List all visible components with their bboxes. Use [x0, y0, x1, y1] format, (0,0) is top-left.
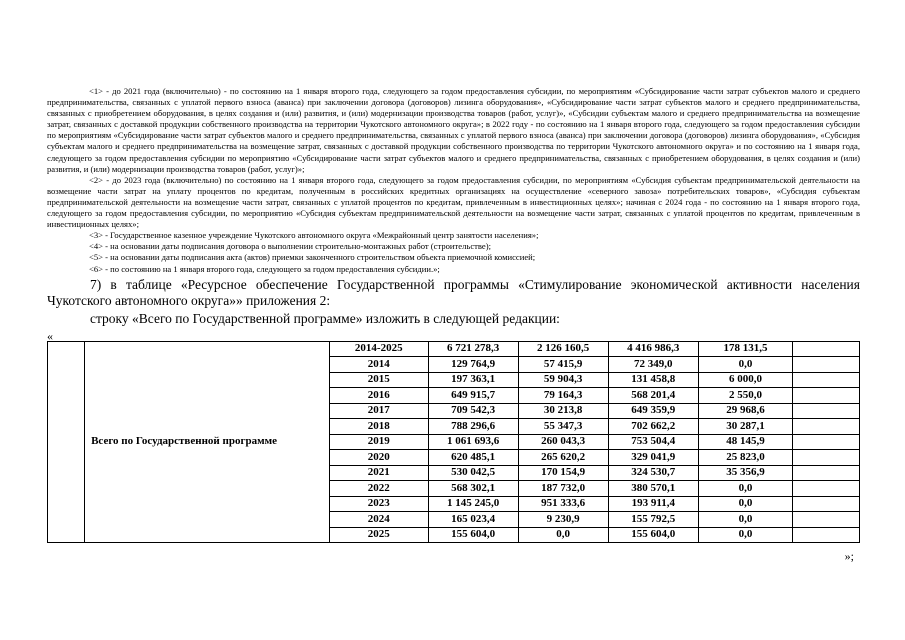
other-cell: 0,0 — [698, 357, 792, 373]
regional-cell: 193 911,4 — [608, 496, 698, 512]
total-cell: 129 764,9 — [428, 357, 518, 373]
year-cell: 2019 — [329, 434, 428, 450]
total-cell: 197 363,1 — [428, 372, 518, 388]
footnote-4: <4> - на основании даты подписания договора о выполнении строительно-монтажных работ (строительстве); — [89, 241, 491, 252]
other-cell: 35 356,9 — [698, 465, 792, 481]
empty-cell — [793, 419, 860, 435]
regional-cell: 753 504,4 — [608, 434, 698, 450]
regional-cell: 155 792,5 — [608, 512, 698, 528]
federal-cell: 951 333,6 — [518, 496, 608, 512]
regional-cell: 324 530,7 — [608, 465, 698, 481]
table-row — [48, 341, 860, 357]
resource-table — [47, 341, 860, 544]
footnote-2: <2> - до 2023 года (включительно) по состоянию на 1 января второго года, следующего за годом предоставления субсидии, по мероприятиям «Субсидия субъектам предпринимательской деятельности на возмещение части затрат на уплату процентов по кредитам, полученным в российских кредитных организациях на осуществление «северного завоза» потребительских товаров», «Субсидия субъектам предпринимательской деятельности на возмещение части затрат, связанных с уплатой процентов по кредитам, привлеченным в инвестиционных целях»; начиная с 2024 года - по состоянию на 1 января второго года, следующего за годом предоставления субсидии, по мероприятию «Субсидия субъектам предпринимательской деятельности на возмещение части затрат, связанных с уплатой процентов по кредитам, привлеченным в инвестиционных целях»; — [47, 174, 860, 230]
federal-cell: 170 154,9 — [518, 465, 608, 481]
federal-cell: 59 904,3 — [518, 372, 608, 388]
regional-cell: 4 416 986,3 — [608, 341, 698, 357]
footnotes-block — [47, 86, 860, 275]
regional-cell: 568 201,4 — [608, 388, 698, 404]
empty-cell — [793, 450, 860, 466]
regional-cell: 155 604,0 — [608, 527, 698, 543]
footnote-5: <5> - на основании даты подписания акта (актов) приемки законченного строительством объекта приемочной комиссией; — [89, 252, 536, 263]
empty-cell — [793, 341, 860, 357]
regional-cell: 380 570,1 — [608, 481, 698, 497]
total-cell: 620 485,1 — [428, 450, 518, 466]
regional-cell: 649 359,9 — [608, 403, 698, 419]
footnote-1: <1> - до 2021 года (включительно) - по состоянию на 1 января второго года, следующего за годом предоставления субсидии, по мероприятиям «Субсидирование части затрат субъектов малого и среднего предпринимательства, связанных с уплатой первого взноса (аванса) при заключении договора (договоров) лизинга оборудования», «Субсидирование части затрат субъектов малого и среднего предпринимательства, связанных с приобретением оборудования, в целях создания и (или) развития, и (или) модернизации производства товаров (работ, услуг)», «Субсидии субъектам малого и среднего предпринимательства на возмещение затрат, связанных с доставкой продукции собственного производства на территории Чукотского автономного округа»; в 2022 году - по состоянию на 1 января второго года, следующего за годом предоставления субсидии по мероприятиям «Субсидирование части затрат субъектов малого и среднего предпринимательства, связанных с уплатой первого взноса (аванса) при заключении договора (договоров) лизинга оборудования», «Субсидия субъектам малого и среднего предпринимательства на возмещение затрат, связанных с доставкой продукции собственного производства по территории Чукотского автономного округа» и по состоянию на 1 января года, следующего за годом предоставления субсидии по мероприятию «Субсидирование части затрат субъектов малого и среднего предпринимательства, связанных с приобретением оборудования, в целях создания и (или) развития, и (или) модернизации производства товаров (работ, услуг)»; — [47, 86, 860, 174]
amendment-row-instruction: строку «Всего по Государственной программе» изложить в следующей редакции: — [90, 310, 560, 326]
other-cell: 2 550,0 — [698, 388, 792, 404]
empty-number-cell — [48, 341, 85, 543]
footnote-6: <6> - по состоянию на 1 января второго года, следующего за годом предоставления субсидии.»; — [89, 263, 440, 274]
other-cell: 178 131,5 — [698, 341, 792, 357]
federal-cell: 30 213,8 — [518, 403, 608, 419]
year-cell: 2025 — [329, 527, 428, 543]
closing-quote: »; — [844, 549, 854, 564]
federal-cell: 265 620,2 — [518, 450, 608, 466]
footnote-3: <3> - Государственное казенное учреждение Чукотского автономного округа «Межрайонный центр занятости населения»; — [89, 230, 539, 241]
empty-cell — [793, 388, 860, 404]
total-cell: 568 302,1 — [428, 481, 518, 497]
other-cell: 0,0 — [698, 512, 792, 528]
total-cell: 530 042,5 — [428, 465, 518, 481]
federal-cell: 79 164,3 — [518, 388, 608, 404]
total-cell: 165 023,4 — [428, 512, 518, 528]
year-cell: 2020 — [329, 450, 428, 466]
empty-cell — [793, 465, 860, 481]
other-cell: 0,0 — [698, 496, 792, 512]
total-cell: 649 915,7 — [428, 388, 518, 404]
empty-cell — [793, 496, 860, 512]
federal-cell: 55 347,3 — [518, 419, 608, 435]
empty-cell — [793, 481, 860, 497]
year-cell: 2015 — [329, 372, 428, 388]
document-page — [47, 86, 860, 564]
regional-cell: 329 041,9 — [608, 450, 698, 466]
empty-cell — [793, 372, 860, 388]
year-cell: 2024 — [329, 512, 428, 528]
regional-cell: 702 662,2 — [608, 419, 698, 435]
empty-cell — [793, 527, 860, 543]
row-label-cell: Всего по Государственной программе — [85, 341, 330, 543]
total-cell: 1 145 245,0 — [428, 496, 518, 512]
other-cell: 48 145,9 — [698, 434, 792, 450]
total-cell: 788 296,6 — [428, 419, 518, 435]
total-cell: 6 721 278,3 — [428, 341, 518, 357]
federal-cell: 57 415,9 — [518, 357, 608, 373]
year-cell: 2023 — [329, 496, 428, 512]
empty-cell — [793, 357, 860, 373]
year-cell: 2016 — [329, 388, 428, 404]
federal-cell: 2 126 160,5 — [518, 341, 608, 357]
year-cell: 2022 — [329, 481, 428, 497]
other-cell: 29 968,6 — [698, 403, 792, 419]
other-cell: 0,0 — [698, 481, 792, 497]
other-cell: 25 823,0 — [698, 450, 792, 466]
federal-cell: 0,0 — [518, 527, 608, 543]
amendment-paragraph-7: 7) в таблице «Ресурсное обеспечение Государственной программы «Стимулирование экономической активности населения Чукотского автономного округа»» приложения 2: — [47, 276, 860, 308]
federal-cell: 187 732,0 — [518, 481, 608, 497]
year-cell: 2014-2025 — [329, 341, 428, 357]
regional-cell: 72 349,0 — [608, 357, 698, 373]
empty-cell — [793, 403, 860, 419]
total-cell: 155 604,0 — [428, 527, 518, 543]
opening-quote: « — [47, 328, 53, 343]
year-cell: 2021 — [329, 465, 428, 481]
other-cell: 0,0 — [698, 527, 792, 543]
other-cell: 30 287,1 — [698, 419, 792, 435]
empty-cell — [793, 512, 860, 528]
federal-cell: 9 230,9 — [518, 512, 608, 528]
year-cell: 2018 — [329, 419, 428, 435]
year-cell: 2017 — [329, 403, 428, 419]
total-cell: 1 061 693,6 — [428, 434, 518, 450]
regional-cell: 131 458,8 — [608, 372, 698, 388]
year-cell: 2014 — [329, 357, 428, 373]
federal-cell: 260 043,3 — [518, 434, 608, 450]
empty-cell — [793, 434, 860, 450]
other-cell: 6 000,0 — [698, 372, 792, 388]
total-cell: 709 542,3 — [428, 403, 518, 419]
